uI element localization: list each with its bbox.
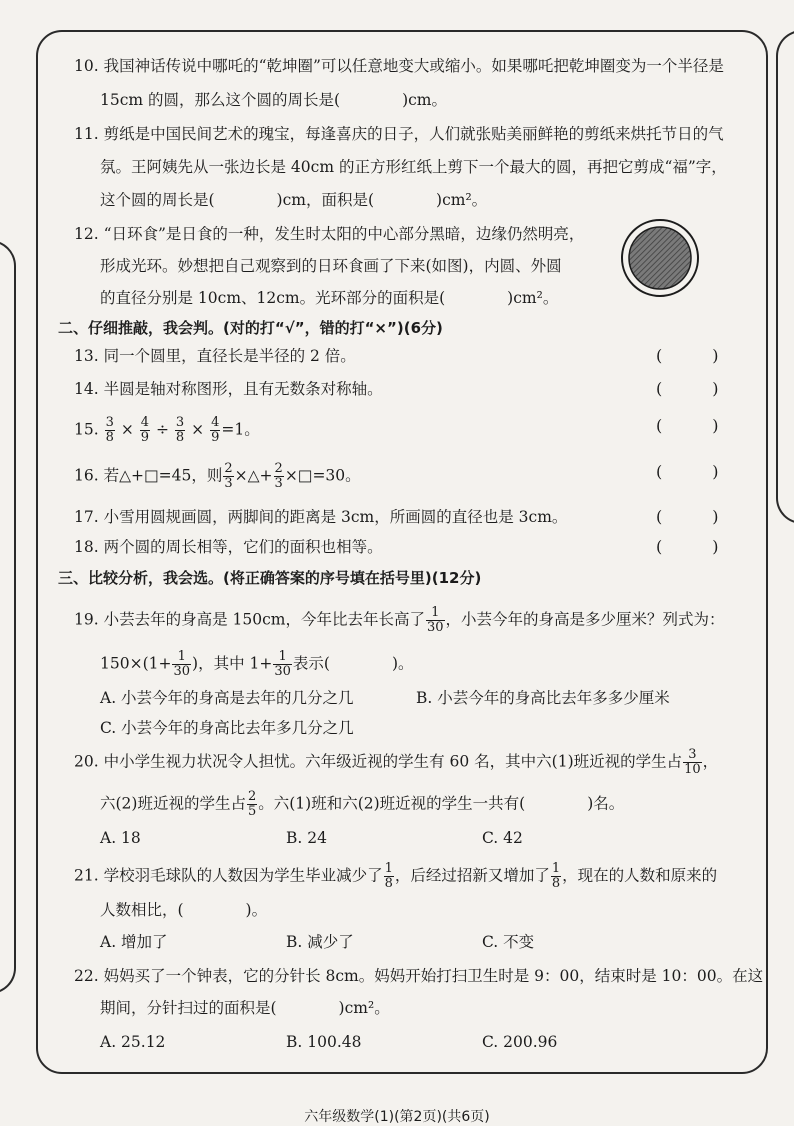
q21-option-c: C. 不变	[482, 933, 535, 951]
q19-option-c: C. 小芸今年的身高比去年多几分之几	[100, 719, 354, 737]
fraction: $\frac{1}{30}$	[274, 649, 291, 679]
q14-answer-blank[interactable]: ( )	[656, 379, 719, 398]
page-footer: 六年级数学(1)(第2页)(共6页)	[304, 1109, 490, 1125]
q18-text: 18. 两个圆的周长相等，它们的面积也相等。	[74, 538, 383, 556]
q21-line1: 21. 学校羽毛球队的人数因为学生毕业减少了 $\frac{1}{8}$ ，后经过招新又增加了 $\frac{1}{8}$ ，现在的人数和原来的	[74, 861, 718, 891]
q21-option-a: A. 增加了	[100, 933, 168, 951]
q15-answer-blank[interactable]: ( )	[656, 416, 719, 435]
q15-text: 15. $\frac{3}{8}$ × $\frac{4}{9}$ ÷ $\frac{3}{8}$ × $\frac{4}{9}$ =1。	[74, 415, 260, 445]
fraction: $\frac{1}{30}$	[426, 605, 444, 635]
q19-line2: 150×(1+ $\frac{1}{30}$ )，其中 1+ $\frac{1}{30}$ 表示( )。	[100, 649, 414, 679]
q19-line1: 19. 小芸去年的身高是 150cm，今年比去年长高了 $\frac{1}{30}$ ，小芸今年的身高是多少厘米？列式为：	[74, 605, 725, 635]
q17-answer-blank[interactable]: ( )	[656, 507, 719, 526]
q20-line1: 20. 中小学生视力状况令人担忧。六年级近视的学生有 60 名，其中六(1)班近视的学生占 $\frac{3}{10}$ ，	[74, 747, 719, 777]
fraction: $\frac{3}{8}$	[105, 415, 114, 445]
q12-line1: 12. “日环食”是日食的一种，发生时太阳的中心部分黑暗，边缘仍然明亮，	[74, 225, 585, 243]
fraction: $\frac{2}{5}$	[247, 789, 257, 819]
q21-line2: 人数相比，( )。	[100, 901, 268, 919]
annular-eclipse-figure	[620, 218, 700, 298]
binding-margin-right	[776, 30, 794, 524]
q22-option-b: B. 100.48	[286, 1033, 362, 1051]
fraction: $\frac{1}{8}$	[384, 861, 393, 891]
q18-answer-blank[interactable]: ( )	[656, 537, 719, 556]
q12-line3: 的直径分别是 10cm、12cm。光环部分的面积是( )cm²。	[100, 289, 559, 307]
binding-margin-left	[0, 240, 16, 994]
q14-text: 14. 半圆是轴对称图形，且有无数条对称轴。	[74, 380, 383, 398]
q20-option-a: A. 18	[100, 829, 141, 847]
q11-line2: 氛。王阿姨先从一张边长是 40cm 的正方形红纸上剪下一个最大的圆，再把它剪成“福”字，	[100, 158, 727, 176]
fraction: $\frac{1}{8}$	[551, 861, 561, 891]
q22-option-a: A. 25.12	[100, 1033, 166, 1051]
q19-option-b: B. 小芸今年的身高比去年多多少厘米	[416, 689, 670, 707]
q22-line1: 22. 妈妈买了一个钟表，它的分针长 8cm。妈妈开始打扫卫生时是 9：00，结束时是 10：00。在这	[74, 967, 764, 985]
fraction: $\frac{3}{10}$	[684, 747, 701, 777]
q17-text: 17. 小雪用圆规画圆，两脚间的距离是 3cm，所画圆的直径也是 3cm。	[74, 508, 568, 526]
fraction: $\frac{2}{3}$	[224, 461, 233, 491]
q12-line2: 形成光环。妙想把自己观察到的日环食画了下来(如图)，内圆、外圆	[100, 257, 562, 275]
q20-option-c: C. 42	[482, 829, 523, 847]
q22-option-c: C. 200.96	[482, 1033, 558, 1051]
q13-text: 13. 同一个圆里，直径长是半径的 2 倍。	[74, 347, 356, 365]
inner-circle	[629, 227, 691, 289]
fraction: $\frac{4}{9}$	[140, 415, 150, 445]
q13-answer-blank[interactable]: ( )	[656, 346, 719, 365]
fraction: $\frac{3}{8}$	[175, 415, 185, 445]
section-2-heading: 二、仔细推敲，我会判。(对的打“√”，错的打“×”)(6分)	[58, 319, 443, 337]
q20-line2: 六(2)班近视的学生占 $\frac{2}{5}$ 。六(1)班和六(2)班近视的学生一共有( )名。	[100, 789, 625, 819]
fraction: $\frac{2}{3}$	[274, 461, 283, 491]
q11-line1: 11. 剪纸是中国民间艺术的瑰宝，每逢喜庆的日子，人们就张贴美丽鲜艳的剪纸来烘托节日的气	[74, 125, 724, 143]
q16-answer-blank[interactable]: ( )	[656, 462, 719, 481]
q21-option-b: B. 减少了	[286, 933, 354, 951]
fraction: $\frac{4}{9}$	[211, 415, 220, 445]
q10-line2: 15cm 的圆，那么这个圆的周长是( )cm。	[100, 91, 448, 109]
q11-line3: 这个圆的周长是( )cm，面积是( )cm²。	[100, 191, 488, 209]
fraction: $\frac{1}{30}$	[173, 649, 191, 679]
q10-line1: 10. 我国神话传说中哪吒的“乾坤圈”可以任意地变大或缩小。如果哪吒把乾坤圈变为一个半径是	[74, 57, 724, 75]
section-3-heading: 三、比较分析，我会选。(将正确答案的序号填在括号里)(12分)	[58, 569, 482, 587]
q20-option-b: B. 24	[286, 829, 327, 847]
q22-line2: 期间，分针扫过的面积是( )cm²。	[100, 999, 390, 1017]
q16-text: 16. 若△+□=45，则 $\frac{2}{3}$ ×△+ $\frac{2}{3}$ ×□=30。	[74, 461, 361, 491]
q19-option-a: A. 小芸今年的身高是去年的几分之几	[100, 689, 354, 707]
